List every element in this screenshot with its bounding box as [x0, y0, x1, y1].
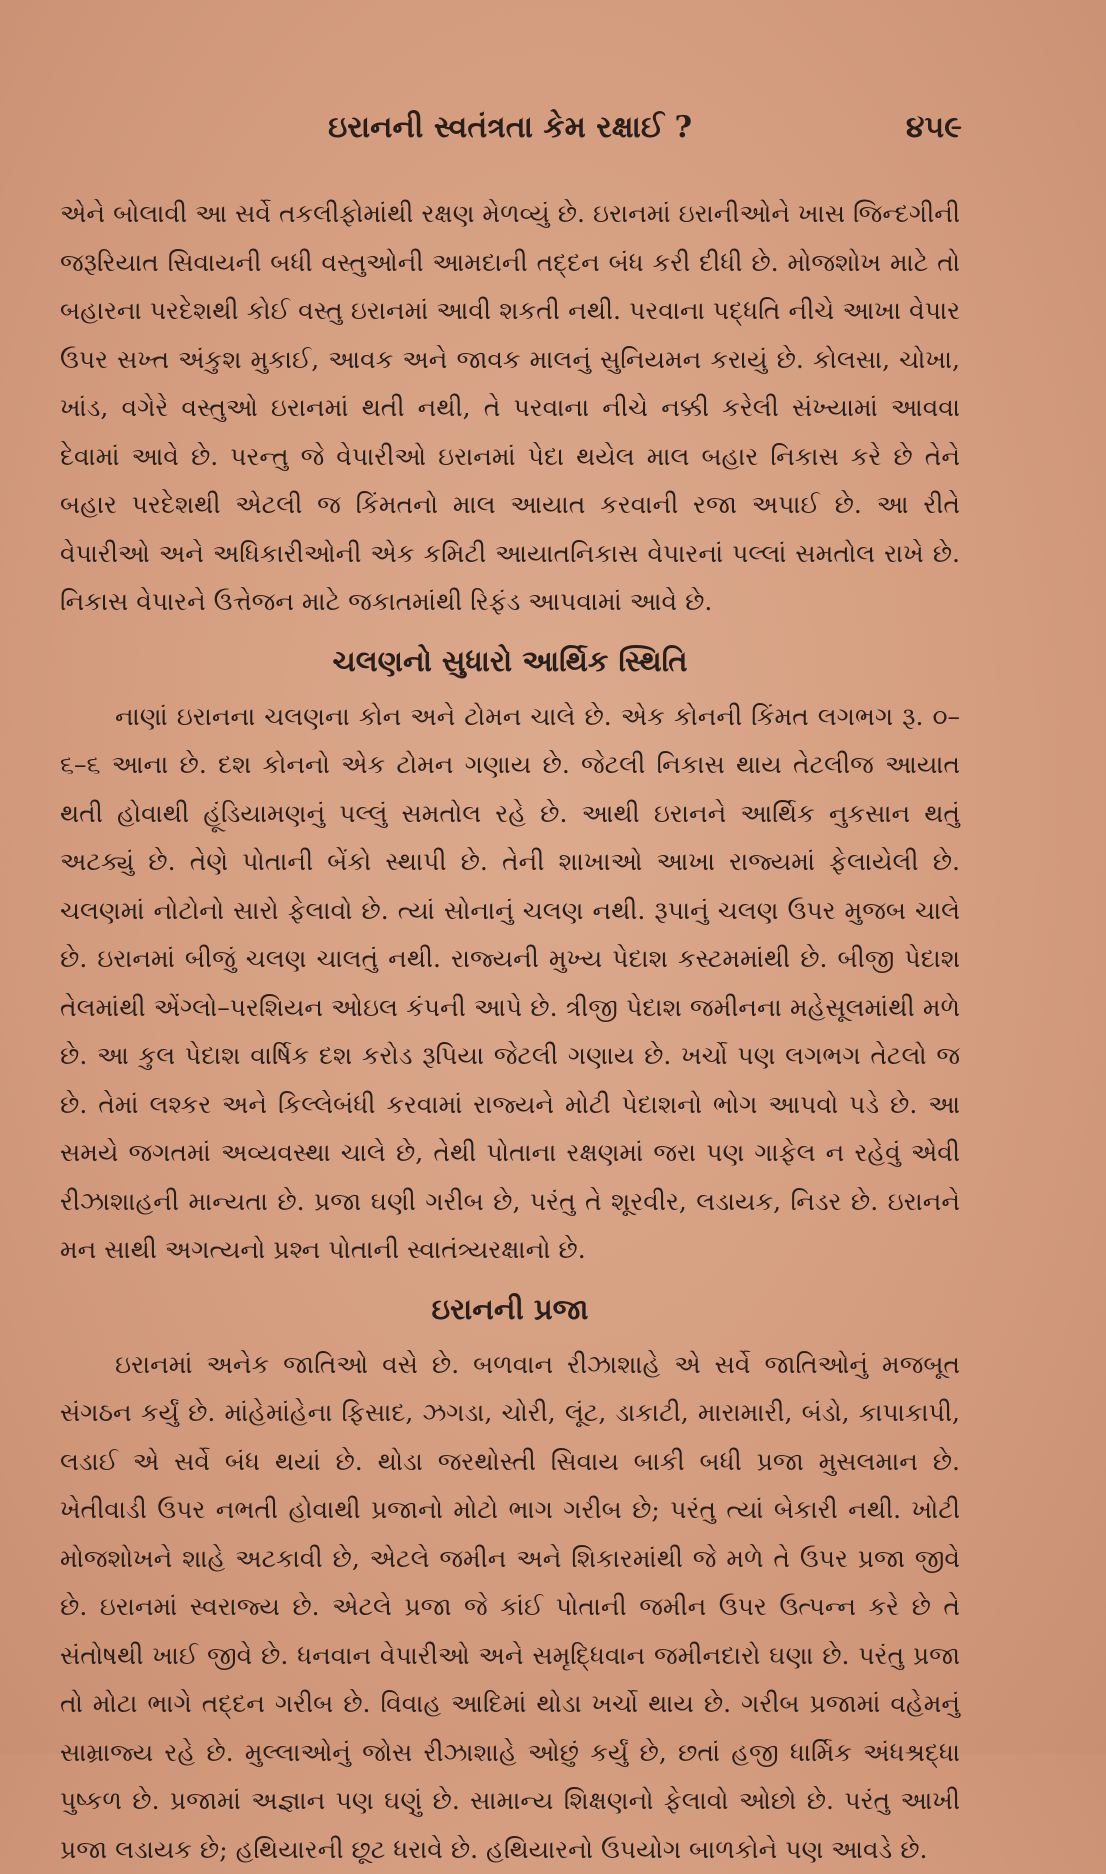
paragraph-currency: નાણાં ઇરાનના ચલણના કોન અને ટોમન ચાલે છે. એક કોનની કિંમત લગભગ રૂ. ૦–૬–૬ આના છે. દશ કોનનો એક ટોમન ગણાય છે. જેટલી નિકાસ થાય તેટલીજ આયાત થતી હોવાથી હૂંડિયામણનું પલ્લું સમતોલ રહે છે. આથી ઇરાનને આર્થિક નુકસાન થતું અટક્યું છે. તેણે પોતાની બેંકો સ્થાપી છે. તેની શાખાઓ આખા રાજ્યમાં ફેલાયેલી છે. ચલણમાં નોટોનો સારો ફેલાવો છે. ત્યાં સોનાનું ચલણ નથી. રૂપાનું ચલણ ઉપર મુજબ ચાલે છે. ઇરાનમાં બીજું ચલણ ચાલતું નથી. રાજ્યની મુખ્ય પેદાશ કસ્ટમમાંથી છે. બીજી પેદાશ તેલમાંથી એંગ્લો–પરશિયન ઓઇલ કંપની આપે છે. ત્રીજી પેદાશ જમીનના મહેસૂલમાંથી મળે છે. આ કુલ પેદાશ વાર્ષિક દશ કરોડ રૂપિયા જેટલી ગણાય છે. ખર્ચો પણ લગભગ તેટલો જ છે. તેમાં લશ્કર અને કિલ્લેબંધી કરવામાં રાજ્યને મોટી પેદાશનો ભોગ આપવો પડે છે. આ સમયે જગતમાં અવ્યવસ્થા ચાલે છે, તેથી પોતાના રક્ષણમાં જરા પણ ગાફેલ ન રહેવું એવી રીઝાશાહની માન્યતા છે. પ્રજા ઘણી ગરીબ છે, પરંતુ તે શૂરવીર, લડાયક, નિડર છે. ઇરાનને મન સાથી અગત્યનો પ્રશ્ન પોતાની સ્વાતંત્ર્યરક્ષાનો છે.: [60, 693, 960, 1275]
paragraph-import-export: એને બોલાવી આ સર્વે તકલીફોમાંથી રક્ષણ મેળવ્યું છે. ઇરાનમાં ઇરાનીઓને ખાસ જિન્દગીની જરૂરિયાત સિવાયની બધી વસ્તુઓની આમદાની તદ્દન બંધ કરી દીધી છે. મોજશોખ માટે તો બહારના પરદેશથી કોઈ વસ્તુ ઇરાનમાં આવી શકતી નથી. પરવાના પદ્ધતિ નીચે આખા વેપાર ઉપર સખ્ત અંકુશ મુકાઈ, આવક અને જાવક માલનું સુનિયમન કરાયું છે. કોલસા, ચોખા, ખાંડ, વગેરે વસ્તુઓ ઇરાનમાં થતી નથી, તે પરવાના નીચે નક્કી કરેલી સંખ્યામાં આવવા દેવામાં આવે છે. પરન્તુ જે વેપારીઓ ઇરાનમાં પેદા થયેલ માલ બહાર નિકાસ કરે છે તેને બહાર પરદેશથી એટલી જ કિંમતનો માલ આયાત કરવાની રજા અપાઈ છે. આ રીતે વેપારીઓ અને અધિકારીઓની એક કમિટી આયાતનિકાસ વેપારનાં પલ્લાં સમતોલ રાખે છે. નિકાસ વેપારને ઉત્તેજન માટે જકાતમાંથી રિફંડ આપવામાં આવે છે.: [60, 190, 960, 627]
page-number: ૪૫૯: [906, 110, 962, 145]
section-heading-currency: ચલણનો સુધારો આર્થિક સ્થિતિ: [60, 635, 960, 687]
page-body: [60, 190, 960, 1874]
paragraph-people: ઇરાનમાં અનેક જાતિઓ વસે છે. બળવાન રીઝાશાહે એ સર્વે જાતિઓનું મજબૂત સંગઠન કર્યું છે. માંહેમાંહેના ફિસાદ, ઝગડા, ચોરી, લૂંટ, ડાકાટી, મારામારી, બંડો, કાપાકાપી, લડાઈ એ સર્વે બંધ થયાં છે. થોડા જરથોસ્તી સિવાય બાકી બધી પ્રજા મુસલમાન છે. ખેતીવાડી ઉપર નભતી હોવાથી પ્રજાનો મોટો ભાગ ગરીબ છે; પરંતુ ત્યાં બેકારી નથી. ખોટી મોજશોખને શાહે અટકાવી છે, એટલે જમીન અને શિકારમાંથી જે મળે તે ઉપર પ્રજા જીવે છે. ઇરાનમાં સ્વરાજ્ય છે. એટલે પ્રજા જે કાંઈ પોતાની જમીન ઉપર ઉત્પન્ન કરે છે તે સંતોષથી ખાઈ જીવે છે. ધનવાન વેપારીઓ અને સમૃદ્ધિવાન જમીનદારો ઘણા છે. પરંતુ પ્રજા તો મોટા ભાગે તદ્દન ગરીબ છે. વિવાહ આદિમાં થોડા ખર્ચો થાય છે. ગરીબ પ્રજામાં વહેમનું સામ્રાજ્ય રહે છે. મુલ્લાઓનું જોસ રીઝાશાહે ઓછું કર્યું છે, છતાં હજી ધાર્મિક અંધશ્રદ્ધા પુષ્કળ છે. પ્રજામાં અજ્ઞાન પણ ઘણું છે. સામાન્ય શિક્ષણનો ફેલાવો ઓછો છે. પરંતુ આખી પ્રજા લડાયક છે; હથિયારની છૂટ ધરાવે છે. હથિયારનો ઉપયોગ બાળકોને પણ આવડે છે.: [60, 1341, 960, 1874]
section-heading-people: ઇરાનની પ્રજા: [60, 1283, 960, 1335]
page-header: [60, 110, 960, 160]
running-title: ઇરાનની સ્વતંત્રતા કેમ રક્ષાઈ ?: [60, 110, 960, 145]
